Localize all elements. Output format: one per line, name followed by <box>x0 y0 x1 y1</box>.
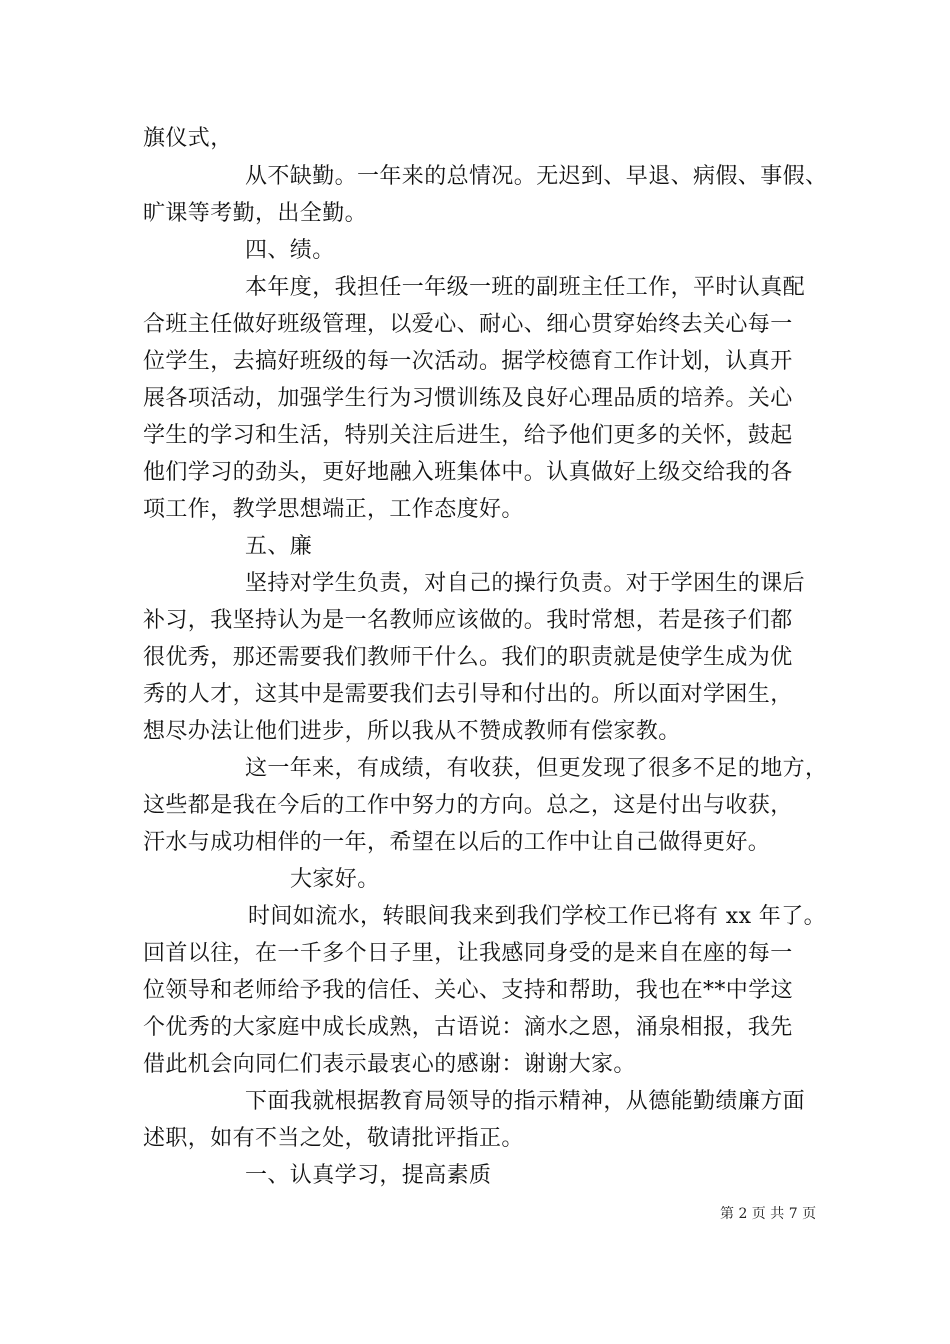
text-line: 想尽办法让他们进步，所以我从不赞成教师有偿家教。 <box>143 719 681 744</box>
text-line: 述职，如有不当之处，敬请批评指正。 <box>143 1126 524 1151</box>
text-line: 坚持对学生负责，对自己的操行负责。对于学困生的课后 <box>245 571 806 596</box>
text-line: 下面我就根据教育局领导的指示精神，从德能勤绩廉方面 <box>245 1089 806 1114</box>
text-line: 这些都是我在今后的工作中努力的方向。总之，这是付出与收获， <box>143 793 793 818</box>
text-line: 四、绩。 <box>245 238 335 263</box>
text-line: 本年度，我担任一年级一班的副班主任工作，平时认真配 <box>245 275 806 300</box>
text-line: 这一年来，有成绩，有收获，但更发现了很多不足的地方， <box>245 756 828 781</box>
text-line: 回首以往，在一千多个日子里，让我感同身受的是来自在座的每一 <box>143 941 793 966</box>
text-line: 位领导和老师给予我的信任、关心、支持和帮助，我也在**中学这 <box>143 978 794 1003</box>
text-line: 学生的学习和生活，特别关注后进生，给予他们更多的关怀，鼓起 <box>143 423 793 448</box>
text-line: 展各项活动，加强学生行为习惯训练及良好心理品质的培养。关心 <box>143 386 793 411</box>
text-line: 项工作，教学思想端正，工作态度好。 <box>143 497 524 522</box>
text-line: 一、认真学习，提高素质 <box>245 1163 492 1188</box>
text-line: 位学生，去搞好班级的每一次活动。据学校德育工作计划，认真开 <box>143 349 793 374</box>
text-line: 从不缺勤。一年来的总情况。无迟到、早退、病假、事假、 <box>245 164 828 189</box>
text-line: 五、廉 <box>245 534 313 559</box>
text-line: 补习，我坚持认为是一名教师应该做的。我时常想，若是孩子们都 <box>143 608 793 633</box>
text-line: 合班主任做好班级管理，以爱心、耐心、细心贯穿始终去关心每一 <box>143 312 793 337</box>
text-line: 他们学习的劲头，更好地融入班集体中。认真做好上级交给我的各 <box>143 460 793 485</box>
text-line: 汗水与成功相伴的一年，希望在以后的工作中让自己做得更好。 <box>143 830 771 855</box>
text-line: 个优秀的大家庭中成长成熟，古语说：滴水之恩，涌泉相报，我先 <box>143 1015 793 1040</box>
text-line: 旷课等考勤，出全勤。 <box>143 201 368 226</box>
text-line: 大家好。 <box>290 867 380 892</box>
text-line: 秀的人才，这其中是需要我们去引导和付出的。所以面对学困生， <box>143 682 793 707</box>
text-line: 借此机会向同仁们表示最衷心的感谢：谢谢大家。 <box>143 1052 636 1077</box>
text-line: 很优秀，那还需要我们教师干什么。我们的职责就是使学生成为优 <box>143 645 793 670</box>
page-number: 第 2 页 共 7 页 <box>720 1206 817 1222</box>
text-line: 时间如流水，转眼间我来到我们学校工作已将有 xx 年了。 <box>248 904 827 929</box>
text-line: 旗仪式， <box>143 126 233 151</box>
